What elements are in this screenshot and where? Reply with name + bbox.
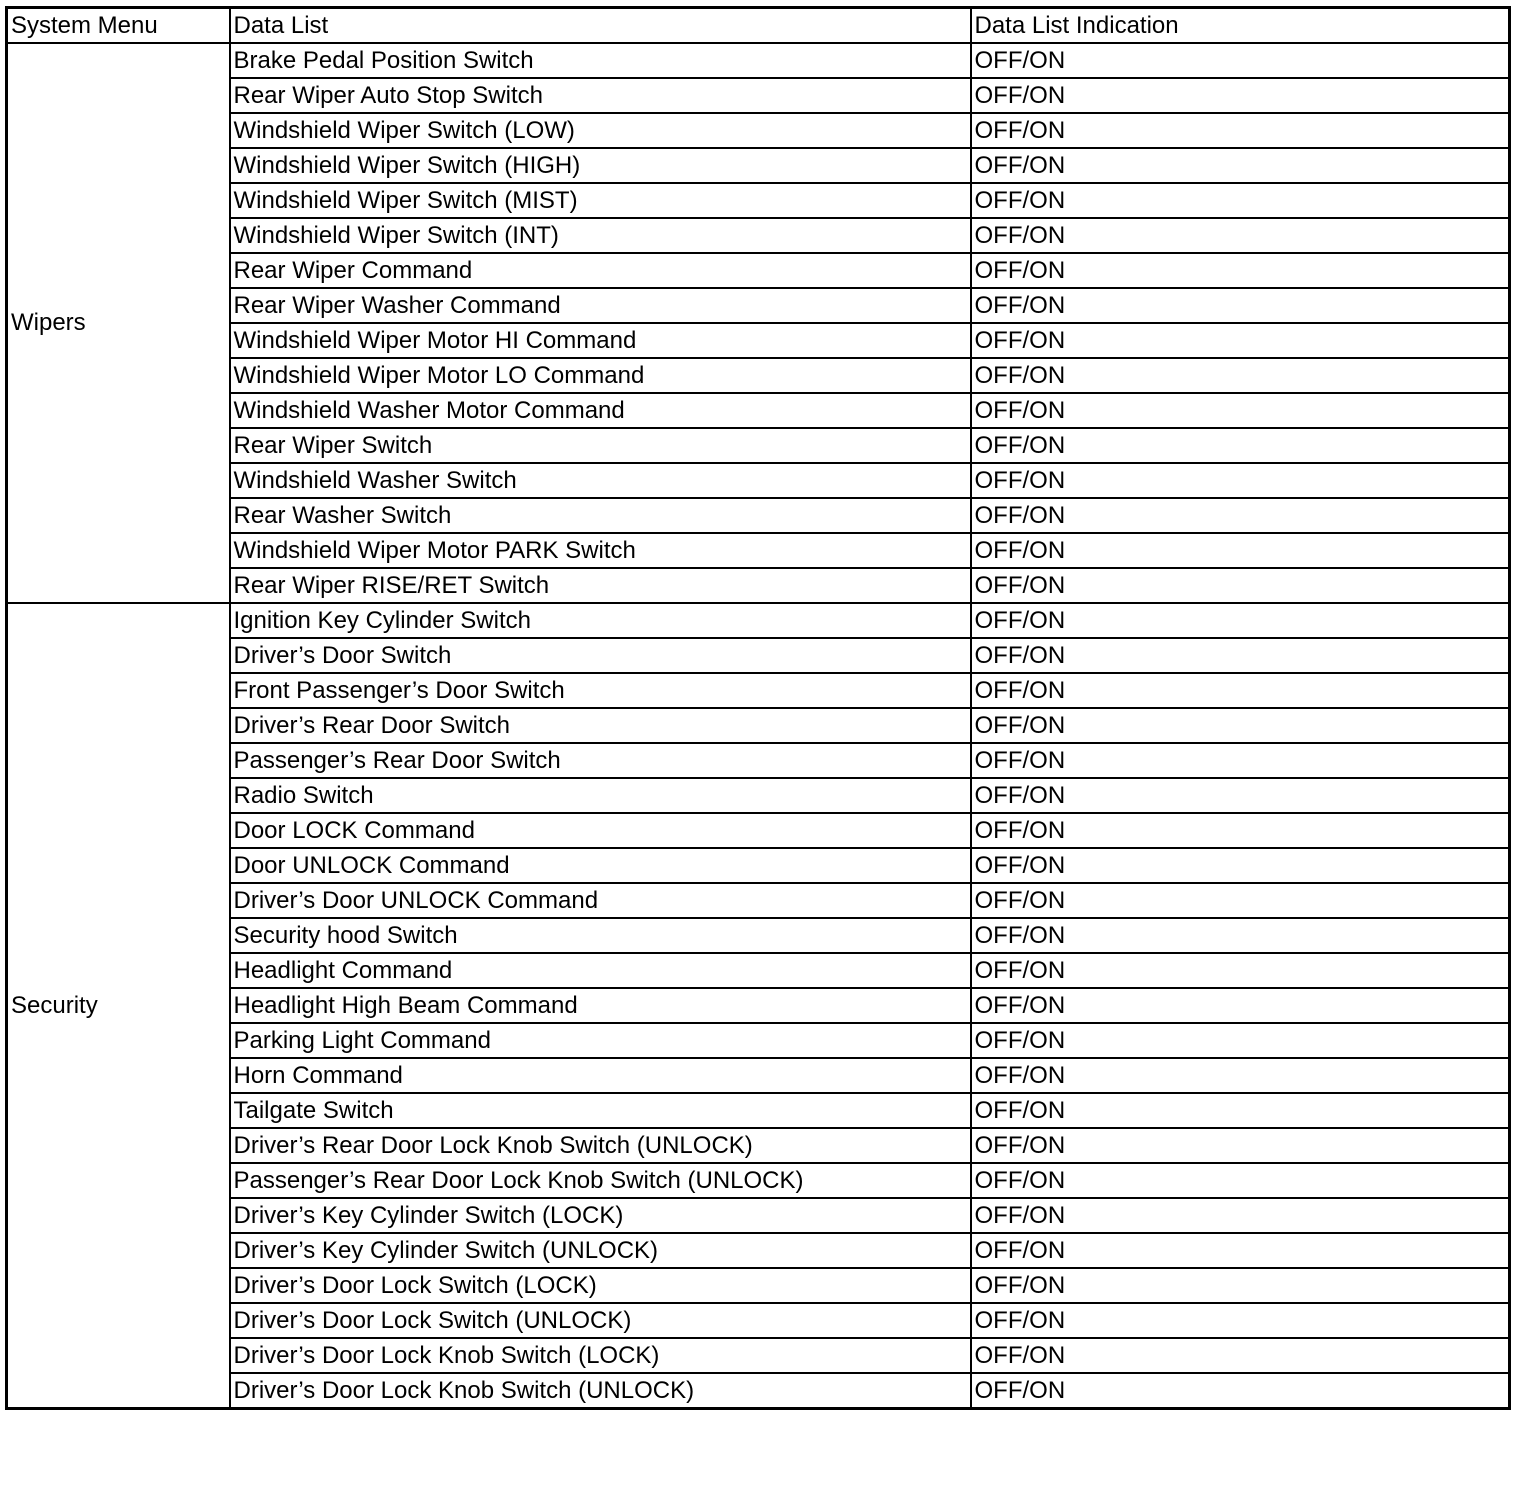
data-list-indication: OFF/ON	[971, 813, 1510, 848]
data-list-item: Driver’s Door UNLOCK Command	[230, 883, 971, 918]
data-list-item: Windshield Wiper Switch (INT)	[230, 218, 971, 253]
data-list-indication: OFF/ON	[971, 708, 1510, 743]
data-list-item: Rear Washer Switch	[230, 498, 971, 533]
data-list-indication: OFF/ON	[971, 393, 1510, 428]
data-list-indication: OFF/ON	[971, 568, 1510, 603]
data-list-item: Door LOCK Command	[230, 813, 971, 848]
data-list-item: Windshield Wiper Switch (HIGH)	[230, 148, 971, 183]
data-list-indication: OFF/ON	[971, 918, 1510, 953]
system-menu-cell: Security	[7, 603, 230, 1409]
table-row	[7, 183, 1510, 218]
data-list-indication: OFF/ON	[971, 1233, 1510, 1268]
table-row	[7, 1338, 1510, 1373]
data-list-indication: OFF/ON	[971, 638, 1510, 673]
table-row	[7, 113, 1510, 148]
data-list-indication: OFF/ON	[971, 778, 1510, 813]
data-list-item: Driver’s Door Lock Knob Switch (UNLOCK)	[230, 1373, 971, 1409]
table-row	[7, 673, 1510, 708]
data-list-indication: OFF/ON	[971, 988, 1510, 1023]
data-list-item: Headlight High Beam Command	[230, 988, 971, 1023]
data-list-item: Windshield Wiper Switch (MIST)	[230, 183, 971, 218]
data-list-indication: OFF/ON	[971, 1268, 1510, 1303]
table-body	[7, 43, 1510, 1409]
data-list-indication: OFF/ON	[971, 848, 1510, 883]
data-list-indication: OFF/ON	[971, 1198, 1510, 1233]
data-list-item: Ignition Key Cylinder Switch	[230, 603, 971, 638]
table-row	[7, 918, 1510, 953]
data-list-indication: OFF/ON	[971, 1128, 1510, 1163]
table-row	[7, 883, 1510, 918]
data-list-item: Windshield Wiper Motor LO Command	[230, 358, 971, 393]
data-list-item: Headlight Command	[230, 953, 971, 988]
data-list-indication: OFF/ON	[971, 533, 1510, 568]
table-row	[7, 533, 1510, 568]
header-system-menu: System Menu	[7, 8, 230, 44]
table-row	[7, 568, 1510, 603]
data-list-indication: OFF/ON	[971, 288, 1510, 323]
data-list-item: Driver’s Door Lock Switch (LOCK)	[230, 1268, 971, 1303]
data-list-table	[5, 6, 1511, 1410]
data-list-item: Parking Light Command	[230, 1023, 971, 1058]
table-row	[7, 1373, 1510, 1409]
data-list-item: Windshield Wiper Motor PARK Switch	[230, 533, 971, 568]
table-row	[7, 288, 1510, 323]
table-row	[7, 1233, 1510, 1268]
data-list-indication: OFF/ON	[971, 113, 1510, 148]
table-row	[7, 988, 1510, 1023]
data-list-item: Windshield Washer Motor Command	[230, 393, 971, 428]
system-menu-cell: Wipers	[7, 43, 230, 603]
data-list-item: Driver’s Door Lock Knob Switch (LOCK)	[230, 1338, 971, 1373]
table-row	[7, 148, 1510, 183]
table-row	[7, 603, 1510, 638]
data-list-indication: OFF/ON	[971, 463, 1510, 498]
data-list-item: Driver’s Door Lock Switch (UNLOCK)	[230, 1303, 971, 1338]
table-row	[7, 1023, 1510, 1058]
data-list-item: Horn Command	[230, 1058, 971, 1093]
table-row	[7, 1163, 1510, 1198]
table-row	[7, 813, 1510, 848]
data-list-item: Windshield Wiper Motor HI Command	[230, 323, 971, 358]
table-row	[7, 1268, 1510, 1303]
table-row	[7, 43, 1510, 78]
data-list-item: Driver’s Key Cylinder Switch (LOCK)	[230, 1198, 971, 1233]
data-list-indication: OFF/ON	[971, 358, 1510, 393]
data-list-item: Rear Wiper Switch	[230, 428, 971, 463]
data-list-item: Windshield Wiper Switch (LOW)	[230, 113, 971, 148]
data-list-item: Brake Pedal Position Switch	[230, 43, 971, 78]
table-row	[7, 1093, 1510, 1128]
table-row	[7, 358, 1510, 393]
table-row	[7, 743, 1510, 778]
data-list-indication: OFF/ON	[971, 1023, 1510, 1058]
data-list-item: Driver’s Key Cylinder Switch (UNLOCK)	[230, 1233, 971, 1268]
data-list-indication: OFF/ON	[971, 323, 1510, 358]
table-row	[7, 778, 1510, 813]
table-row	[7, 638, 1510, 673]
table-row	[7, 953, 1510, 988]
table-row	[7, 78, 1510, 113]
data-list-item: Passenger’s Rear Door Lock Knob Switch (UNLOCK)	[230, 1163, 971, 1198]
data-list-item: Driver’s Door Switch	[230, 638, 971, 673]
data-list-indication: OFF/ON	[971, 883, 1510, 918]
data-list-indication: OFF/ON	[971, 498, 1510, 533]
data-list-indication: OFF/ON	[971, 1338, 1510, 1373]
data-list-item: Tailgate Switch	[230, 1093, 971, 1128]
data-list-indication: OFF/ON	[971, 43, 1510, 78]
data-list-indication: OFF/ON	[971, 1303, 1510, 1338]
data-list-indication: OFF/ON	[971, 148, 1510, 183]
data-list-indication: OFF/ON	[971, 673, 1510, 708]
data-list-item: Door UNLOCK Command	[230, 848, 971, 883]
data-list-item: Front Passenger’s Door Switch	[230, 673, 971, 708]
data-list-indication: OFF/ON	[971, 1093, 1510, 1128]
data-list-item: Windshield Washer Switch	[230, 463, 971, 498]
table-row	[7, 323, 1510, 358]
table-row	[7, 1058, 1510, 1093]
data-list-item: Radio Switch	[230, 778, 971, 813]
data-list-indication: OFF/ON	[971, 743, 1510, 778]
table-row	[7, 428, 1510, 463]
data-list-item: Driver’s Rear Door Switch	[230, 708, 971, 743]
data-list-indication: OFF/ON	[971, 953, 1510, 988]
data-list-item: Rear Wiper Washer Command	[230, 288, 971, 323]
table-row	[7, 1198, 1510, 1233]
table-row	[7, 1128, 1510, 1163]
data-list-indication: OFF/ON	[971, 1373, 1510, 1409]
data-list-item: Rear Wiper Command	[230, 253, 971, 288]
table-row	[7, 498, 1510, 533]
table-row	[7, 708, 1510, 743]
data-list-indication: OFF/ON	[971, 428, 1510, 463]
table-row	[7, 463, 1510, 498]
header-data-list-indication: Data List Indication	[971, 8, 1510, 44]
data-list-item: Rear Wiper RISE/RET Switch	[230, 568, 971, 603]
data-list-indication: OFF/ON	[971, 1058, 1510, 1093]
data-list-indication: OFF/ON	[971, 218, 1510, 253]
data-list-indication: OFF/ON	[971, 1163, 1510, 1198]
table-row	[7, 848, 1510, 883]
data-list-item: Driver’s Rear Door Lock Knob Switch (UNLOCK)	[230, 1128, 971, 1163]
table-row	[7, 1303, 1510, 1338]
data-list-indication: OFF/ON	[971, 603, 1510, 638]
data-list-item: Rear Wiper Auto Stop Switch	[230, 78, 971, 113]
data-list-item: Passenger’s Rear Door Switch	[230, 743, 971, 778]
data-list-item: Security hood Switch	[230, 918, 971, 953]
data-list-indication: OFF/ON	[971, 78, 1510, 113]
data-list-indication: OFF/ON	[971, 183, 1510, 218]
header-row	[7, 8, 1510, 44]
table-row	[7, 218, 1510, 253]
table-row	[7, 253, 1510, 288]
header-data-list: Data List	[230, 8, 971, 44]
data-list-indication: OFF/ON	[971, 253, 1510, 288]
table-row	[7, 393, 1510, 428]
